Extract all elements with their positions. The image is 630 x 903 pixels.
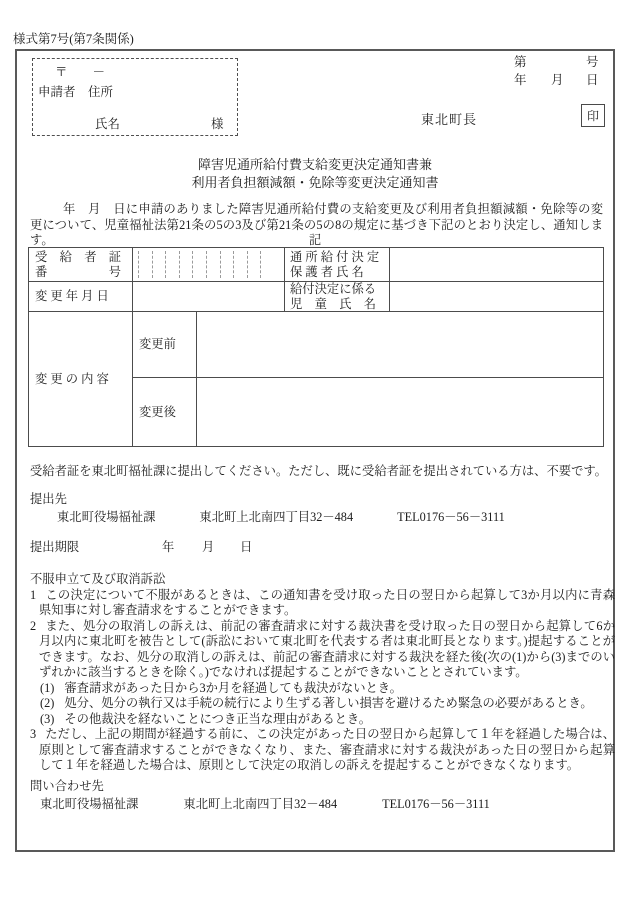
digit-slot [206, 251, 220, 278]
issue-date-day: 日 [586, 73, 599, 87]
submit-to-office: 東北町役場福祉課 [57, 509, 156, 524]
change-date-label: 変 更 年 月 日 [29, 282, 133, 312]
applicant-name-label: 氏名 [95, 117, 121, 131]
deadline-day: 日 [240, 540, 253, 554]
contact-office: 東北町役場福祉課 [40, 796, 139, 811]
appeal-subitem-2 [40, 696, 615, 712]
digit-slot [233, 251, 247, 278]
contact-label: 問い合わせ先 [30, 779, 104, 793]
digit-slot [192, 251, 206, 278]
deadline-label: 提出期限 [30, 540, 80, 554]
intro-paragraph: 年 月 日に申請のありました障害児通所給付費の支給変更及び利用者負担額減額・免除等の変更について、児童福祉法第21条の5の3及び第21条の5の8の規定に基づき下記のとおり決定し、通知します。 [30, 202, 603, 247]
appeal-item-1-text: この決定について不服があるときは、この通知書を受け取った日の翌日から起算して3か月以内に青森県知事に対し審査請求をすることができます。 [39, 587, 615, 617]
appeal-item-3-text: ただし、上記の期間が経過する前に、この決定があった日の翌日から起算して１年を経過した場合は、原則として審査請求することができなくなり、また、審査請求に対する裁決があった日の翌日から起算して１年を経過した場合は、原則として決定の取消しの訴えを提起することができなくなります。 [39, 727, 615, 772]
appeal-item-1 [30, 588, 615, 619]
appeal-item-3-number: 3 [30, 727, 37, 741]
issue-date-month: 月 [551, 73, 564, 87]
change-date-field [133, 282, 285, 312]
recipient-number-label: 受 給 者 証 番 号 [29, 248, 133, 282]
document-title-line1: 障害児通所給付費支給変更決定通知書兼 [197, 157, 432, 172]
appeal-item-2-text: また、処分の取消しの訴えは、前記の審査請求に対する裁決書を受け取った日の翌日から起算して6か月以内に東北町を被告として(訴訟において東北町を代表する者は東北町長となります。)提起することができます。なお、処分の取消しの訴えは、前記の審査請求に対する裁決を経た後(次の(1)から(3)までのいずれかに該当するときを除く。)でなければ提起することができないこととされています。 [39, 618, 615, 679]
change-content-label: 変 更 の 内 容 [29, 312, 133, 446]
document-title-line2: 利用者負担額減額・免除等変更決定通知書 [191, 175, 439, 190]
appeal-item-1-number: 1 [30, 587, 37, 602]
contact-tel: TEL0176－56－3111 [382, 796, 490, 811]
contact-detail [40, 797, 615, 813]
seal-stamp-box [581, 104, 605, 127]
seal-character: 印 [586, 109, 599, 123]
submit-to-address: 東北町上北南四丁目32－484 [199, 509, 354, 524]
appeal-item-2 [30, 619, 615, 681]
before-change-label: 変更前 [133, 312, 197, 378]
decision-table [28, 247, 604, 447]
child-name-field [390, 282, 603, 312]
appeal-item-2-number: 2 [30, 618, 37, 633]
appeal-heading: 不服申立て及び取消訴訟 [30, 572, 166, 586]
guardian-name-label: 通 所 給 付 決 定 保 護 者 氏 名 [285, 248, 390, 282]
after-change-field [197, 378, 603, 446]
submit-to-detail [57, 510, 615, 526]
guardian-name-field [390, 248, 603, 282]
digit-slot [152, 251, 166, 278]
appeal-subitem-1-number: (1) [40, 680, 55, 695]
appeal-item-3 [30, 727, 615, 774]
appeal-subitem-3 [40, 712, 615, 728]
document-title [15, 156, 615, 192]
after-change-label: 変更後 [133, 378, 197, 446]
honorific-label: 様 [211, 117, 224, 131]
digit-slot [247, 251, 261, 278]
submit-to-block [30, 492, 615, 525]
digit-slot [260, 251, 274, 278]
appeal-subitem-3-number: (3) [40, 711, 55, 726]
doc-number-prefix: 第 [514, 55, 527, 69]
ki-marker: 記 [308, 233, 322, 247]
recipient-number-field [133, 248, 285, 282]
applicant-address-label: 申請者 住所 [38, 85, 114, 99]
appeal-subitem-3-text: その他裁決を経ないことにつき正当な理由があるとき。 [64, 711, 372, 726]
digit-slot [138, 251, 152, 278]
digit-slot [165, 251, 179, 278]
applicant-address-box [32, 58, 238, 136]
contact-block [30, 779, 615, 812]
before-change-field [197, 312, 603, 378]
appeal-subitem-1 [40, 681, 615, 697]
appeal-subitem-2-number: (2) [40, 696, 55, 710]
deadline-month: 月 [202, 540, 215, 554]
submit-to-tel: TEL0176－56－3111 [397, 509, 505, 524]
issuer-name: 東北町長 [421, 112, 478, 127]
appeal-section [30, 572, 615, 774]
submission-note: 受給者証を東北町福祉課に提出してください。ただし、既に受給者証を提出されている方は、不要です。 [30, 464, 607, 478]
issue-date-year: 年 [514, 73, 527, 87]
digit-slot [179, 251, 193, 278]
deadline-year: 年 [162, 540, 175, 554]
form-number-label: 様式第7号(第7条関係) [13, 32, 134, 46]
doc-number-suffix: 号 [586, 55, 599, 69]
submit-to-label: 提出先 [30, 492, 67, 506]
digit-slot [220, 251, 234, 278]
appeal-subitem-1-text: 審査請求があった日から3か月を経過しても裁決がないとき。 [64, 680, 402, 695]
child-name-label: 給付決定に係る 児 童 氏 名 [285, 282, 390, 312]
contact-address: 東北町上北南四丁目32－484 [183, 796, 338, 811]
appeal-subitem-2-text: 処分、処分の執行又は手続の続行により生ずる著しい損害を避けるため緊急の必要があるとき。 [64, 696, 593, 710]
postal-code-line: 〒 － [55, 65, 106, 79]
